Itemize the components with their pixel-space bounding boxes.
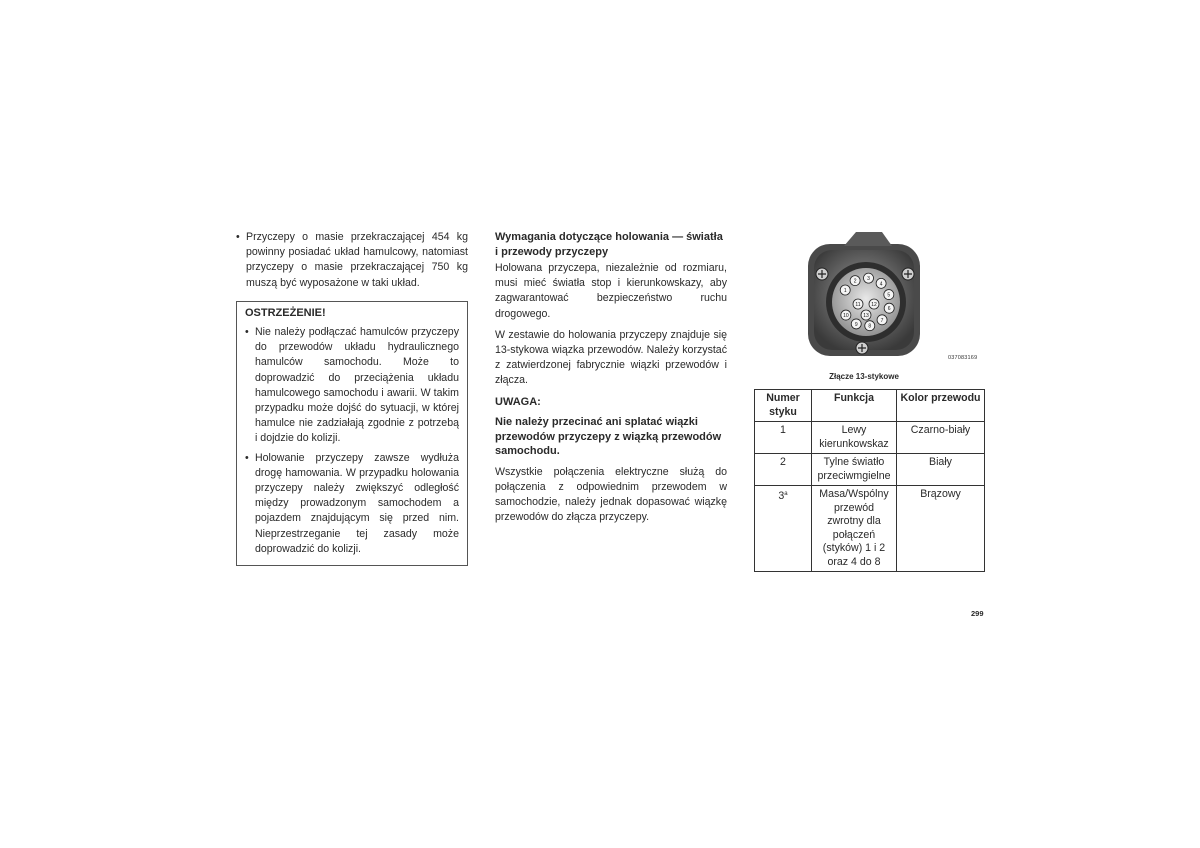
warning-title: OSTRZEŻENIE!: [245, 306, 326, 319]
color-cell: Czarno-biały: [897, 422, 985, 454]
warning-item-text: Holowanie przyczepy zawsze wydłuża drogę hamowania. W przypadku holowania przyczepy należy zwiększyć odległość między prowadzonym samochodem a pojazdem znajdującym się przed nim. Nieprzestrzeganie tej zasady może doprowadzić do kolizji.: [255, 451, 459, 555]
pin-label: 6: [887, 306, 891, 313]
warning-item-text: Nie należy podłączać hamulców przyczepy do przewodów układu hydraulicznego hamulców samochodu. Może to doprowadzić do przeciążenia układu hamulcowego samochodu i awarii. W takim przypadku może dojść do sytuacji, w której hamulce nie zadziałają zgodnie z potrzebą i dojdzie do kolizji.: [255, 326, 459, 445]
function-cell: Masa/Wspólny przewód zwrotny dla połączeń (styków) 1 i 2 oraz 4 do 8: [812, 486, 897, 572]
note-text: Nie należy przecinać ani splatać wiązki przewodów przyczepy z wiązką przewodów samochodu.: [495, 416, 722, 458]
pin-label: 8: [868, 323, 872, 330]
bullet-text: Przyczepy o masie przekraczającej 454 kg powinny posiadać układ hamulcowy, natomiast przyczepy o masie przekraczającej 750 kg muszą być wyposażone w taki układ.: [246, 231, 468, 289]
note-title: UWAGA:: [495, 395, 541, 408]
screw-icon: [816, 268, 828, 280]
screw-icon: [902, 268, 914, 280]
page-number: 299: [971, 609, 984, 618]
bullet-dot: •: [245, 451, 249, 464]
color-cell: Brązowy: [897, 486, 985, 572]
footnote-marker: a: [784, 491, 788, 497]
section-heading: [495, 230, 727, 259]
pin-label: 1: [843, 288, 847, 294]
connector-latch: [844, 232, 892, 246]
warning-item: [245, 451, 459, 557]
header-pin-number: Numer styku: [755, 390, 812, 422]
pin-number-cell: 1: [755, 422, 812, 454]
screw-icon: [856, 342, 868, 354]
pin-label: 11: [855, 302, 861, 308]
left-column: [236, 230, 468, 566]
trailer-brake-bullet: [236, 230, 468, 291]
pin-label: 7: [880, 317, 884, 324]
middle-column: [495, 230, 727, 525]
table-row: [755, 454, 985, 486]
pin-number-cell: 2: [755, 454, 812, 486]
function-cell: Lewy kierunkowskaz: [812, 422, 897, 454]
header-wire-color: Kolor przewodu: [897, 390, 985, 422]
table-row: [755, 486, 985, 572]
header-function: Funkcja: [812, 390, 897, 422]
connector-13-pin-illustration: [800, 232, 986, 366]
warning-box: [236, 301, 468, 566]
table-header-row: [755, 390, 985, 422]
pin-label: 9: [854, 321, 858, 328]
warning-item: [245, 325, 459, 447]
color-cell: Biały: [897, 454, 985, 486]
pin-label: 3: [867, 276, 870, 283]
pin-label: 12: [871, 302, 877, 308]
pin-label: 10: [843, 313, 849, 320]
paragraph-lights: Holowana przyczepa, niezależnie od rozmiaru, musi mieć światła stop i kierunkowskazy, aby zagwarantować bezpieczeństwo ruchu drogowego.: [495, 262, 727, 320]
figure-code: 037083169: [948, 355, 978, 361]
pin-label: 13: [863, 313, 869, 319]
figure-caption: Złącze 13-stykowe: [829, 372, 899, 381]
bullet-dot: •: [245, 326, 249, 339]
paragraph-connections: Wszystkie połączenia elektryczne służą do połączenia z odpowiednim przewodem w samochodzie, należy jednak dopasować wiązkę przewodów do złącza przyczepy.: [495, 465, 727, 524]
function-cell: Tylne światło przeciwmgielne: [812, 454, 897, 486]
bullet-dot: •: [236, 231, 240, 243]
pin-assignment-table: [754, 389, 985, 572]
pin-label: 5: [887, 292, 891, 299]
table-row: [755, 422, 985, 454]
section-heading-line1: Wymagania dotyczące holowania — światła: [495, 231, 723, 243]
pin-label: 2: [853, 278, 857, 285]
section-heading-line2: i przewody przyczepy: [495, 245, 609, 258]
pin-label: 4: [879, 281, 883, 288]
paragraph-harness: W zestawie do holowania przyczepy znajduje się 13-stykowa wiązka przewodów. Należy korzystać z zatwierdzonej fabrycznie wiązki przewodów i złącza.: [495, 328, 727, 387]
pin-number-cell: 3$^a$: [755, 486, 812, 572]
